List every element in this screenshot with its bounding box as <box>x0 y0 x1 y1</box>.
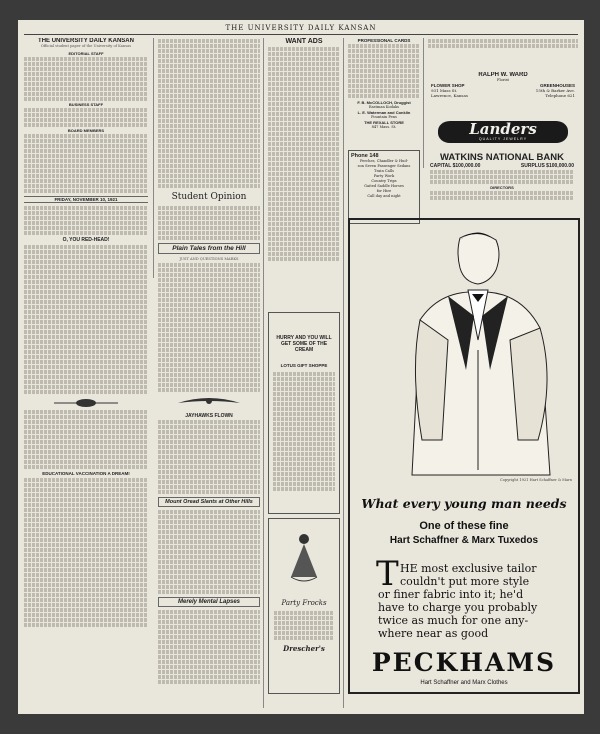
florist-name: RALPH W. WARD <box>478 72 528 78</box>
ad-body-line: twice as much for one any- <box>378 614 529 627</box>
city: Lawrence, Kansas <box>431 93 468 98</box>
masthead: THE UNIVERSITY DAILY KANSAN <box>225 24 377 32</box>
ad-body-line: have to charge you probably <box>378 601 538 614</box>
ad-body-line: HE most exclusive tailor <box>400 562 537 575</box>
peckhams-ad <box>348 218 580 694</box>
phone-line: Gaited Saddle Horses <box>364 184 404 188</box>
ad-body-line: or finer fabric into it; he'd <box>378 588 524 601</box>
landers-tagline: QUALITY JEWELRY <box>478 137 528 141</box>
editorial-title: O, YOU RED-HEAD! <box>62 237 110 243</box>
phone-line: Call day and night <box>367 194 401 198</box>
plain-tales-sub: JUST AND QUESTIONS MARKS <box>179 257 239 261</box>
telephone: Telephone 621 <box>545 93 575 98</box>
plain-tales-title: Plain Tales from the Hill <box>158 243 260 254</box>
lotus-gift-ad <box>268 312 340 514</box>
column-divider <box>153 38 154 278</box>
phone-line: Country Trips <box>371 179 397 183</box>
landers-ad <box>430 118 576 148</box>
tuxedo-man-illustration <box>350 220 578 488</box>
phone-line: for Hire <box>376 189 392 193</box>
date-line: FRIDAY, NOVEMBER 10, 1921 <box>24 196 148 203</box>
lotus-name: LOTUS GIFT SHOPPE <box>280 363 328 368</box>
phone-line: Perches, Chandler & Hud- <box>360 159 408 163</box>
student-opinion-title: Student Opinion <box>171 192 247 202</box>
editorial-column <box>24 38 148 710</box>
rexall-store: THE REXALL STORE <box>364 120 404 125</box>
florist-ad <box>428 72 578 116</box>
phone-line: Train Calls <box>374 169 394 173</box>
ad-body-line: where near as good <box>378 627 489 640</box>
store-name: PECKHAMS <box>371 648 557 677</box>
paper-subtitle: Official student paper of the University of Kansas <box>40 44 132 48</box>
board-header: BOARD MEMBERS <box>67 128 105 133</box>
newspaper-page <box>18 20 584 714</box>
druggist-name: F. B. McCOLLOCH, Druggist <box>357 100 411 105</box>
copyright-notice: Copyright 1921 Hart Schaffner & Marx <box>500 478 572 482</box>
phone-148-ad <box>348 150 420 224</box>
bank-ad <box>426 152 578 208</box>
bank-capital: CAPITAL $100,000.00 <box>430 163 481 169</box>
editorial-title: EDUCATIONAL VACCINATION A DREAM! <box>42 471 130 476</box>
pens-line: Fountain Pens <box>371 115 397 119</box>
flower-shop: FLOWER SHOP <box>431 83 465 88</box>
column-divider <box>263 38 264 708</box>
masthead-rule <box>24 34 578 35</box>
staff-header: EDITORIAL STAFF <box>68 51 104 56</box>
ornament-icon <box>24 396 148 410</box>
rexall-address: 847 Mass. St. <box>371 125 397 129</box>
business-header: BUSINESS STAFF <box>68 102 104 107</box>
pens-name: L. E. Waterman and Conklin <box>357 110 411 115</box>
flower-address: 931 Mass St. <box>431 88 458 93</box>
party-frocks-ad <box>268 518 340 694</box>
want-ads-title: WANT ADS <box>285 38 323 45</box>
bank-name: WATKINS NATIONAL BANK <box>439 152 565 163</box>
greenhouse-address: 15th & Barker Ave. <box>535 88 575 93</box>
classified-strip <box>428 38 578 52</box>
druggist-line: Eastman Kodaks <box>368 105 400 109</box>
column-divider <box>343 38 344 708</box>
hurry-headline: HURRY AND YOU WILL GET SOME OF THE CREAM <box>276 335 332 353</box>
store-footer: Hart Schaffner and Marx Clothes <box>420 680 508 686</box>
party-frocks-title: Party Frocks <box>281 599 327 607</box>
drop-cap: T <box>376 554 399 594</box>
ad-headline: What every young man needs <box>361 496 567 511</box>
jayhawk-icon <box>158 393 260 409</box>
bank-surplus: SURPLUS $100,000.00 <box>520 163 574 169</box>
landers-logo: Landers <box>469 120 537 138</box>
mount-oread-title: Mount Oread Slants at Other Hills <box>158 497 260 507</box>
opinion-column <box>158 38 260 710</box>
phone-line: son Seven Passenger Sedans <box>357 164 411 168</box>
jayhawks-flown-title: JAYHAWKS FLOWN <box>185 413 233 419</box>
phone-number: Phone 148 <box>351 153 379 159</box>
greenhouses: GREENHOUSES <box>539 83 575 88</box>
professional-cards <box>348 38 420 148</box>
phone-line: Party Work <box>373 174 395 178</box>
bank-directors: DIRECTORS <box>490 185 514 190</box>
ad-body-line: couldn't put more style <box>400 575 530 588</box>
offer-line-2: Hart Schaffner & Marx Tuxedos <box>389 535 539 546</box>
dancer-illustration <box>269 525 339 595</box>
ornament <box>24 395 148 409</box>
mental-lapses-title: Merely Mental Lapses <box>158 597 260 607</box>
offer-line-1: One of these fine <box>419 520 509 532</box>
professional-cards-title: PROFESSIONAL CARDS <box>357 38 411 43</box>
paper-title: THE UNIVERSITY DAILY KANSAN <box>38 38 134 44</box>
column-divider <box>423 38 424 168</box>
dreschers-logo: Drescher's <box>283 644 325 653</box>
florist-label: Florist <box>497 78 509 82</box>
